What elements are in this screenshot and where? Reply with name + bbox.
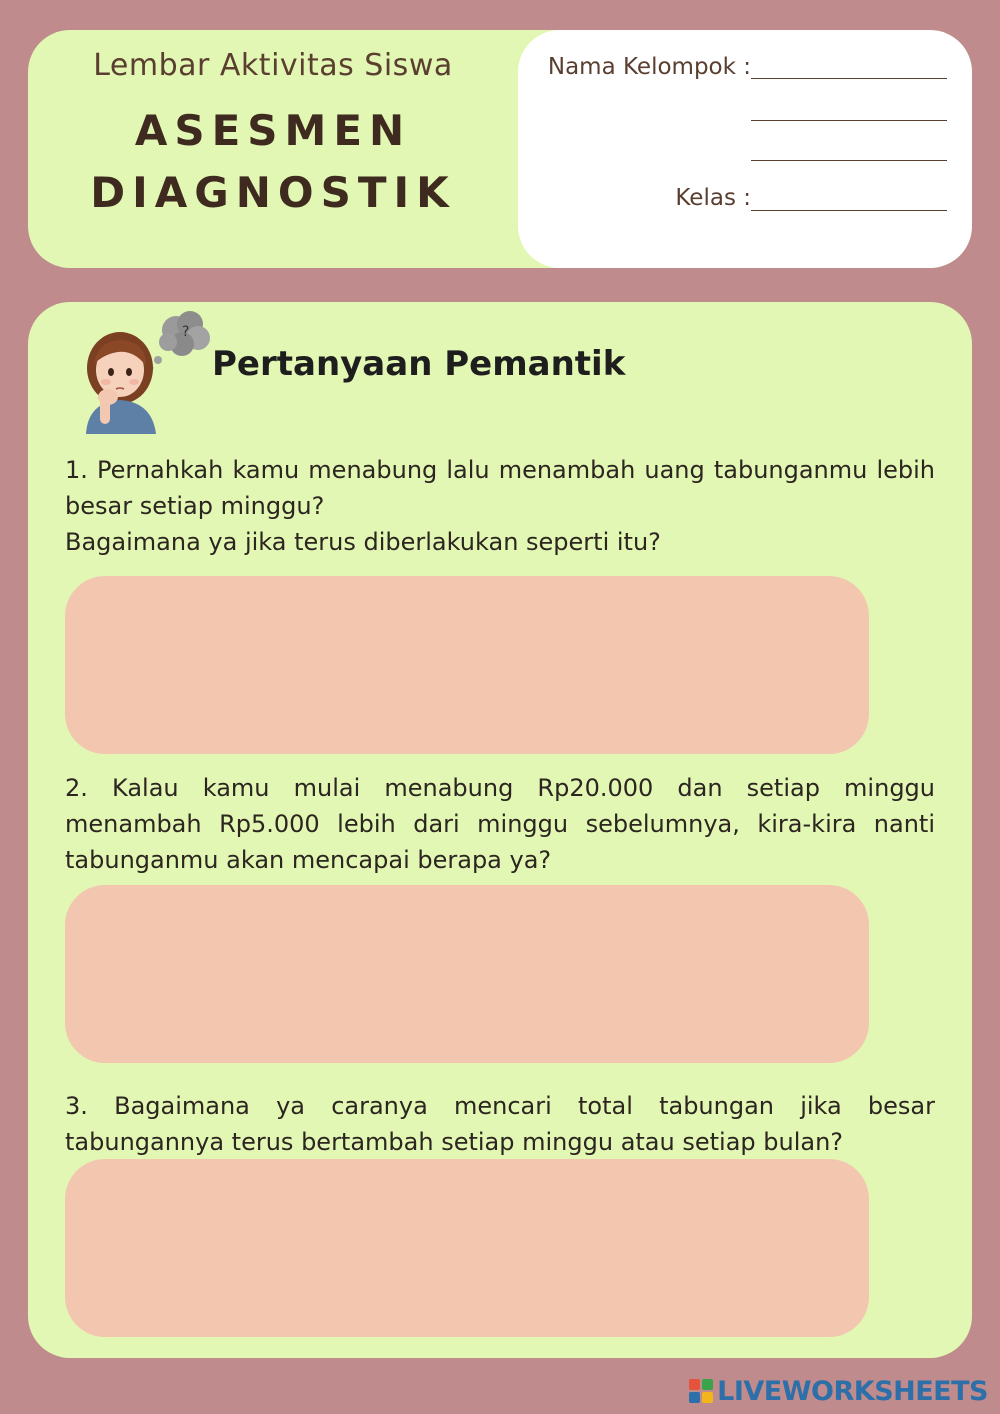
question-1 bbox=[65, 452, 935, 560]
brand-name: LIVEWORKSHEETS bbox=[717, 1375, 988, 1407]
worksheet-title-line1: ASESMEN bbox=[134, 106, 412, 155]
answer-box-1[interactable] bbox=[65, 576, 869, 754]
question-2 bbox=[65, 770, 935, 878]
question-3-text: 3. Bagaimana ya caranya mencari total tabungan jika besar tabungannya terus bertambah setiap minggu atau setiap bulan? bbox=[65, 1092, 935, 1156]
liveworksheets-logo-icon bbox=[689, 1379, 713, 1403]
svg-text:?: ? bbox=[182, 324, 190, 340]
question-1-line-1: 1. Pernahkah kamu menabung lalu menambah uang tabunganmu lebih besar setiap minggu? bbox=[65, 456, 935, 520]
group-name-label: Nama Kelompok : bbox=[547, 54, 751, 80]
thinking-girl-icon bbox=[58, 302, 218, 434]
main-card bbox=[28, 302, 972, 1358]
header-title-block bbox=[28, 30, 518, 268]
group-name-line-1[interactable] bbox=[751, 78, 947, 79]
header-card bbox=[28, 30, 972, 268]
group-name-line-2[interactable] bbox=[751, 120, 947, 121]
worksheet-title-line2: DIAGNOSTIK bbox=[90, 168, 456, 217]
question-2-text: 2. Kalau kamu mulai menabung Rp20.000 dan setiap minggu menambah Rp5.000 lebih dari minggu sebelumnya, kira-kira nanti tabunganmu akan mencapai berapa ya? bbox=[65, 774, 935, 874]
group-name-line-3[interactable] bbox=[751, 160, 947, 161]
answer-box-3[interactable] bbox=[65, 1159, 869, 1337]
answer-box-2[interactable] bbox=[65, 885, 869, 1063]
question-3 bbox=[65, 1088, 935, 1160]
worksheet-subtitle: Lembar Aktivitas Siswa bbox=[93, 48, 453, 83]
class-line[interactable] bbox=[751, 210, 947, 211]
brand-watermark bbox=[689, 1376, 988, 1406]
thought-bubble-icon bbox=[149, 311, 211, 371]
student-info-panel bbox=[518, 30, 972, 268]
section-title: Pertanyaan Pemantik bbox=[212, 344, 626, 384]
class-label: Kelas : bbox=[675, 185, 751, 211]
question-1-line-2: Bagaimana ya jika terus diberlakukan seperti itu? bbox=[65, 528, 661, 556]
